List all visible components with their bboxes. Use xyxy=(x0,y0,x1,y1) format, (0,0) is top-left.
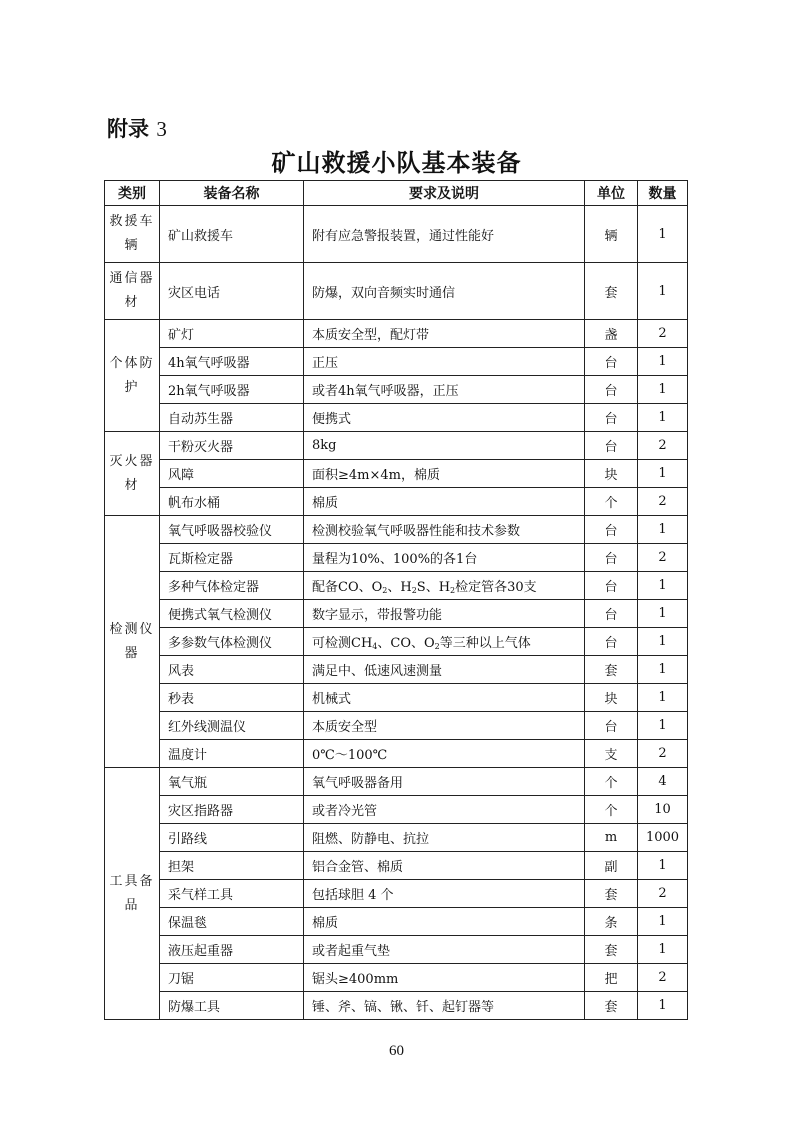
name-cell: 采气样工具 xyxy=(160,880,304,908)
quantity-cell: 1 xyxy=(638,263,688,320)
description-cell: 附有应急警报装置，通过性能好 xyxy=(304,206,585,263)
name-cell: 干粉灭火器 xyxy=(160,432,304,460)
description-cell: 本质安全型 xyxy=(304,712,585,740)
table-row xyxy=(105,880,688,908)
unit-cell: 台 xyxy=(585,432,638,460)
unit-cell: m xyxy=(585,824,638,852)
quantity-cell: 1 xyxy=(638,206,688,263)
category-cell: 通信器材 xyxy=(105,263,160,320)
table-row xyxy=(105,768,688,796)
table-row xyxy=(105,684,688,712)
name-cell: 便携式氧气检测仪 xyxy=(160,600,304,628)
category-cell: 个体防护 xyxy=(105,320,160,432)
description-cell: 可检测$CH_4$、CO、$O_2$等三种以上气体 xyxy=(304,628,585,656)
description-cell: 锯头≥400mm xyxy=(304,964,585,992)
quantity-cell: 1 xyxy=(638,908,688,936)
name-cell: 引路线 xyxy=(160,824,304,852)
unit-cell: 个 xyxy=(585,768,638,796)
unit-cell: 支 xyxy=(585,740,638,768)
table-row xyxy=(105,656,688,684)
appendix-heading xyxy=(107,113,167,143)
unit-cell: 套 xyxy=(585,263,638,320)
table-row xyxy=(105,488,688,516)
name-cell: 红外线测温仪 xyxy=(160,712,304,740)
name-cell: 自动苏生器 xyxy=(160,404,304,432)
category-cell: 工具备品 xyxy=(105,768,160,1020)
equipment-table xyxy=(104,180,688,1020)
quantity-cell: 1 xyxy=(638,628,688,656)
unit-cell: 台 xyxy=(585,544,638,572)
name-cell: 刀锯 xyxy=(160,964,304,992)
table-row xyxy=(105,628,688,656)
unit-cell: 台 xyxy=(585,712,638,740)
quantity-cell: 2 xyxy=(638,880,688,908)
description-cell: 氧气呼吸器备用 xyxy=(304,768,585,796)
unit-cell: 套 xyxy=(585,656,638,684)
unit-cell: 块 xyxy=(585,460,638,488)
description-cell: 防爆，双向音频实时通信 xyxy=(304,263,585,320)
description-cell: 或者起重气垫 xyxy=(304,936,585,964)
unit-cell: 条 xyxy=(585,908,638,936)
name-cell: 瓦斯检定器 xyxy=(160,544,304,572)
name-cell: 灾区指路器 xyxy=(160,796,304,824)
appendix-label: 附录 xyxy=(107,117,149,141)
column-header-description: 要求及说明 xyxy=(304,181,585,206)
appendix-number: 3 xyxy=(156,117,167,141)
quantity-cell: 1 xyxy=(638,712,688,740)
table-row xyxy=(105,432,688,460)
page-number: 60 xyxy=(389,1043,404,1059)
name-cell: 4h氧气呼吸器 xyxy=(160,348,304,376)
unit-cell: 套 xyxy=(585,880,638,908)
quantity-cell: 2 xyxy=(638,964,688,992)
table-row xyxy=(105,206,688,263)
table-row xyxy=(105,852,688,880)
name-cell: 防爆工具 xyxy=(160,992,304,1020)
description-cell: 满足中、低速风速测量 xyxy=(304,656,585,684)
unit-cell: 台 xyxy=(585,376,638,404)
column-header-unit: 单位 xyxy=(585,181,638,206)
name-cell: 氧气瓶 xyxy=(160,768,304,796)
description-cell: 0℃～100℃ xyxy=(304,740,585,768)
description-cell: 面积≥4m×4m，棉质 xyxy=(304,460,585,488)
category-cell: 救援车辆 xyxy=(105,206,160,263)
unit-cell: 辆 xyxy=(585,206,638,263)
description-cell: 铝合金管、棉质 xyxy=(304,852,585,880)
name-cell: 温度计 xyxy=(160,740,304,768)
description-cell: 便携式 xyxy=(304,404,585,432)
table-row xyxy=(105,992,688,1020)
table-row xyxy=(105,516,688,544)
name-cell: 多参数气体检测仪 xyxy=(160,628,304,656)
quantity-cell: 4 xyxy=(638,768,688,796)
table-row xyxy=(105,572,688,600)
name-cell: 矿山救援车 xyxy=(160,206,304,263)
quantity-cell: 1 xyxy=(638,656,688,684)
description-cell: 本质安全型，配灯带 xyxy=(304,320,585,348)
category-cell: 灭火器材 xyxy=(105,432,160,516)
unit-cell: 套 xyxy=(585,936,638,964)
unit-cell: 台 xyxy=(585,600,638,628)
name-cell: 保温毯 xyxy=(160,908,304,936)
unit-cell: 台 xyxy=(585,628,638,656)
table-row xyxy=(105,320,688,348)
table-row xyxy=(105,348,688,376)
unit-cell: 台 xyxy=(585,516,638,544)
table-row xyxy=(105,263,688,320)
table-row xyxy=(105,964,688,992)
quantity-cell: 1 xyxy=(638,936,688,964)
quantity-cell: 1 xyxy=(638,376,688,404)
description-cell: 正压 xyxy=(304,348,585,376)
quantity-cell: 1 xyxy=(638,684,688,712)
unit-cell: 台 xyxy=(585,572,638,600)
table-row xyxy=(105,824,688,852)
quantity-cell: 2 xyxy=(638,488,688,516)
description-cell: 棉质 xyxy=(304,488,585,516)
unit-cell: 个 xyxy=(585,488,638,516)
unit-cell: 台 xyxy=(585,404,638,432)
name-cell: 2h氧气呼吸器 xyxy=(160,376,304,404)
description-cell: 包括球胆 4 个 xyxy=(304,880,585,908)
description-cell: 量程为10%、100%的各1台 xyxy=(304,544,585,572)
column-header-category: 类别 xyxy=(105,181,160,206)
name-cell: 秒表 xyxy=(160,684,304,712)
name-cell: 灾区电话 xyxy=(160,263,304,320)
description-cell: 锤、斧、镐、锹、钎、起钉器等 xyxy=(304,992,585,1020)
name-cell: 多种气体检定器 xyxy=(160,572,304,600)
quantity-cell: 1 xyxy=(638,348,688,376)
name-cell: 风障 xyxy=(160,460,304,488)
quantity-cell: 1 xyxy=(638,852,688,880)
table-row xyxy=(105,740,688,768)
quantity-cell: 1 xyxy=(638,516,688,544)
quantity-cell: 2 xyxy=(638,544,688,572)
table-row xyxy=(105,908,688,936)
column-header-name: 装备名称 xyxy=(160,181,304,206)
name-cell: 帆布水桶 xyxy=(160,488,304,516)
table-row xyxy=(105,376,688,404)
category-cell: 检测仪器 xyxy=(105,516,160,768)
description-cell: 或者4h氧气呼吸器，正压 xyxy=(304,376,585,404)
description-cell: 机械式 xyxy=(304,684,585,712)
description-cell: 棉质 xyxy=(304,908,585,936)
table-row xyxy=(105,460,688,488)
quantity-cell: 10 xyxy=(638,796,688,824)
description-cell: 数字显示，带报警功能 xyxy=(304,600,585,628)
quantity-cell: 1 xyxy=(638,600,688,628)
table-header-row xyxy=(105,181,688,206)
quantity-cell: 1 xyxy=(638,404,688,432)
unit-cell: 块 xyxy=(585,684,638,712)
table-row xyxy=(105,404,688,432)
unit-cell: 副 xyxy=(585,852,638,880)
column-header-quantity: 数量 xyxy=(638,181,688,206)
unit-cell: 个 xyxy=(585,796,638,824)
unit-cell: 盏 xyxy=(585,320,638,348)
unit-cell: 把 xyxy=(585,964,638,992)
quantity-cell: 2 xyxy=(638,432,688,460)
description-cell: 配备CO、$O_2$、$H_2S$、$H_2$检定管各30支 xyxy=(304,572,585,600)
quantity-cell: 2 xyxy=(638,740,688,768)
name-cell: 担架 xyxy=(160,852,304,880)
table-row xyxy=(105,796,688,824)
quantity-cell: 1 xyxy=(638,992,688,1020)
name-cell: 液压起重器 xyxy=(160,936,304,964)
unit-cell: 套 xyxy=(585,992,638,1020)
quantity-cell: 1000 xyxy=(638,824,688,852)
quantity-cell: 1 xyxy=(638,572,688,600)
unit-cell: 台 xyxy=(585,348,638,376)
description-cell: 8kg xyxy=(304,432,585,460)
quantity-cell: 1 xyxy=(638,460,688,488)
name-cell: 矿灯 xyxy=(160,320,304,348)
name-cell: 氧气呼吸器校验仪 xyxy=(160,516,304,544)
table-row xyxy=(105,936,688,964)
table-row xyxy=(105,544,688,572)
description-cell: 阻燃、防静电、抗拉 xyxy=(304,824,585,852)
description-cell: 或者冷光管 xyxy=(304,796,585,824)
quantity-cell: 2 xyxy=(638,320,688,348)
table-row xyxy=(105,600,688,628)
description-cell: 检测校验氧气呼吸器性能和技术参数 xyxy=(304,516,585,544)
page-title: 矿山救援小队基本装备 xyxy=(271,149,522,177)
table-row xyxy=(105,712,688,740)
table-body xyxy=(105,206,688,1020)
name-cell: 风表 xyxy=(160,656,304,684)
